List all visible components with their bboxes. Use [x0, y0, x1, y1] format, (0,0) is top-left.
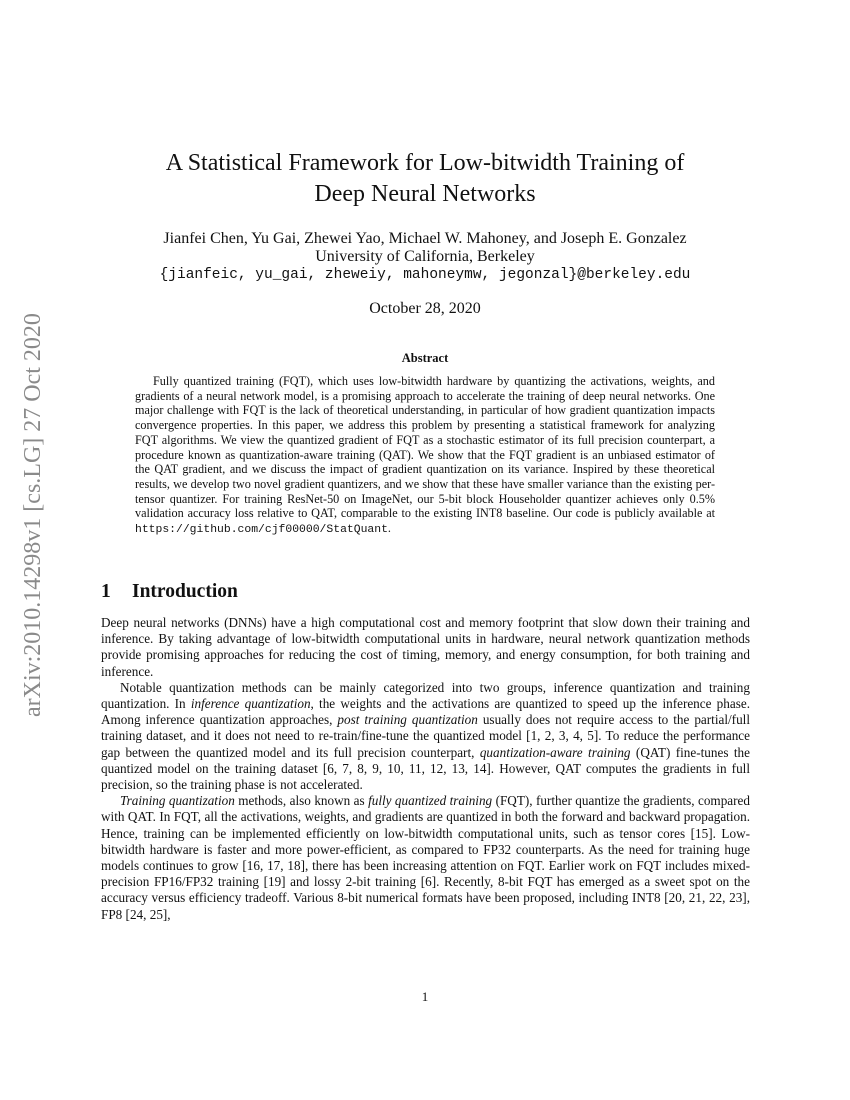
affiliation: University of California, Berkeley	[315, 248, 535, 265]
introduction-body	[101, 615, 750, 923]
abstract-text: Fully quantized training (FQT), which uses low-bitwidth hardware by quantizing the activations, weights, and gradients of a neural network model, is a promising approach to accelerate the training of deep neural networks. One major challenge with FQT is the lack of theoretical understanding, in particular of how gradient quantization impacts convergence properties. In this paper, we address this problem by presenting a statistical framework for analyzing FQT algorithms. We view the quantized gradient of FQT as a stochastic estimator of its full precision counterpart, a procedure known as quantization-aware training (QAT). We show that the FQT gradient is an unbiased estimator of the QAT gradient, and we discuss the impact of gradient quantization on its variance. Inspired by these theoretical results, we develop two novel gradient quantizers, and we show that these have smaller variance than the existing per-tensor quantizer. For training ResNet-50 on ImageNet, our 5-bit block Householder quantizer achieves only 0.5% validation accuracy loss relative to QAT, comparable to the existing INT8 baseline. Our code is publicly available at	[135, 374, 715, 521]
page-number: 1	[421, 989, 429, 1004]
section-number: 1	[101, 581, 111, 602]
section-heading	[101, 580, 238, 604]
title-line-1: A Statistical Framework for Low-bitwidth Training of	[165, 150, 685, 176]
p3-emphasis-1: Training quantization	[120, 793, 235, 809]
abstract-end: .	[387, 521, 391, 536]
author-list: Jianfei Chen, Yu Gai, Zhewei Yao, Michael W. Mahoney, and Joseph E. Gonzalez	[163, 230, 687, 247]
code-link[interactable]: https://github.com/cjf00000/StatQuant	[135, 524, 388, 537]
p2-text-b: , the weights and the activations are quantized to speed up the inference phase. Among inference quantization approaches,	[101, 696, 750, 728]
author-emails: {jianfeic, yu_gai, zheweiy, mahoneymw, jegonzal}@berkeley.edu	[159, 267, 691, 283]
p2-text-a: Notable quantization methods can be mainly categorized into two groups, inference quantization and training quantization. In	[101, 679, 750, 712]
paragraph-1: Deep neural networks (DNNs) have a high computational cost and memory footprint that slow down their training and inference. By taking advantage of low-bitwidth computational units in hardware, neural network quantization methods provide promising approaches for reducing the cost of timing, memory, and energy consumption, for both training and inference.	[101, 615, 750, 679]
p2-emphasis-3: quantization-aware training	[479, 744, 631, 760]
abstract-heading: Abstract	[401, 351, 449, 365]
arxiv-margin-stamp: arXiv:2010.14298v1 [cs.LG] 27 Oct 2020	[20, 313, 46, 717]
p3-text-b: (FQT), further quantize the gradients, compared with QAT. In FQT, all the activations, weights, and gradients are quantized in both the forward and backward propagation. Hence, training can be implemented efficiently on low-bitwidth computational units, such as tensor cores [15]. Low-bitwidth hardware is faster and more power-efficient, as compared to FP32 counterparts. As the need for training huge models continues to grow [16, 17, 18], there has been increasing attention on FQT. Earlier work on FQT includes mixed-precision FP16/FP32 training [19] and lossy 2-bit training [6]. Recently, 8-bit FQT has emerged as a sweet spot on the accuracy versus efficiency tradeoff. Various 8-bit numerical formats have been proposed, including INT8 [20, 21, 22, 23], FP8 [24, 25],	[101, 793, 750, 922]
paragraph-3	[101, 793, 750, 923]
p3-text-a: methods, also known as	[234, 793, 369, 809]
title-line-2: Deep Neural Networks	[314, 181, 536, 207]
p2-emphasis-1: inference quantization	[190, 696, 311, 712]
p3-emphasis-2: fully quantized training	[368, 793, 493, 809]
abstract-body	[135, 374, 715, 538]
paper-title	[110, 148, 740, 210]
p2-emphasis-2: post training quantization	[337, 712, 478, 728]
p2-text-c: usually does not require access to the partial/full training dataset, and it does not need to re-train/fine-tune the quantized model [1, 2, 3, 4, 5]. To reduce the performance gap between the quantized model and its full precision counterpart,	[101, 712, 751, 760]
section-title: Introduction	[132, 581, 238, 602]
p2-text-d: (QAT) fine-tunes the quantized model on the training dataset [6, 7, 8, 9, 10, 11, 12, 13, 14]. However, QAT computes the gradients in full precision, so the training phase is not accelerated.	[101, 744, 750, 793]
publication-date: October 28, 2020	[369, 300, 481, 317]
paragraph-2	[101, 680, 750, 793]
